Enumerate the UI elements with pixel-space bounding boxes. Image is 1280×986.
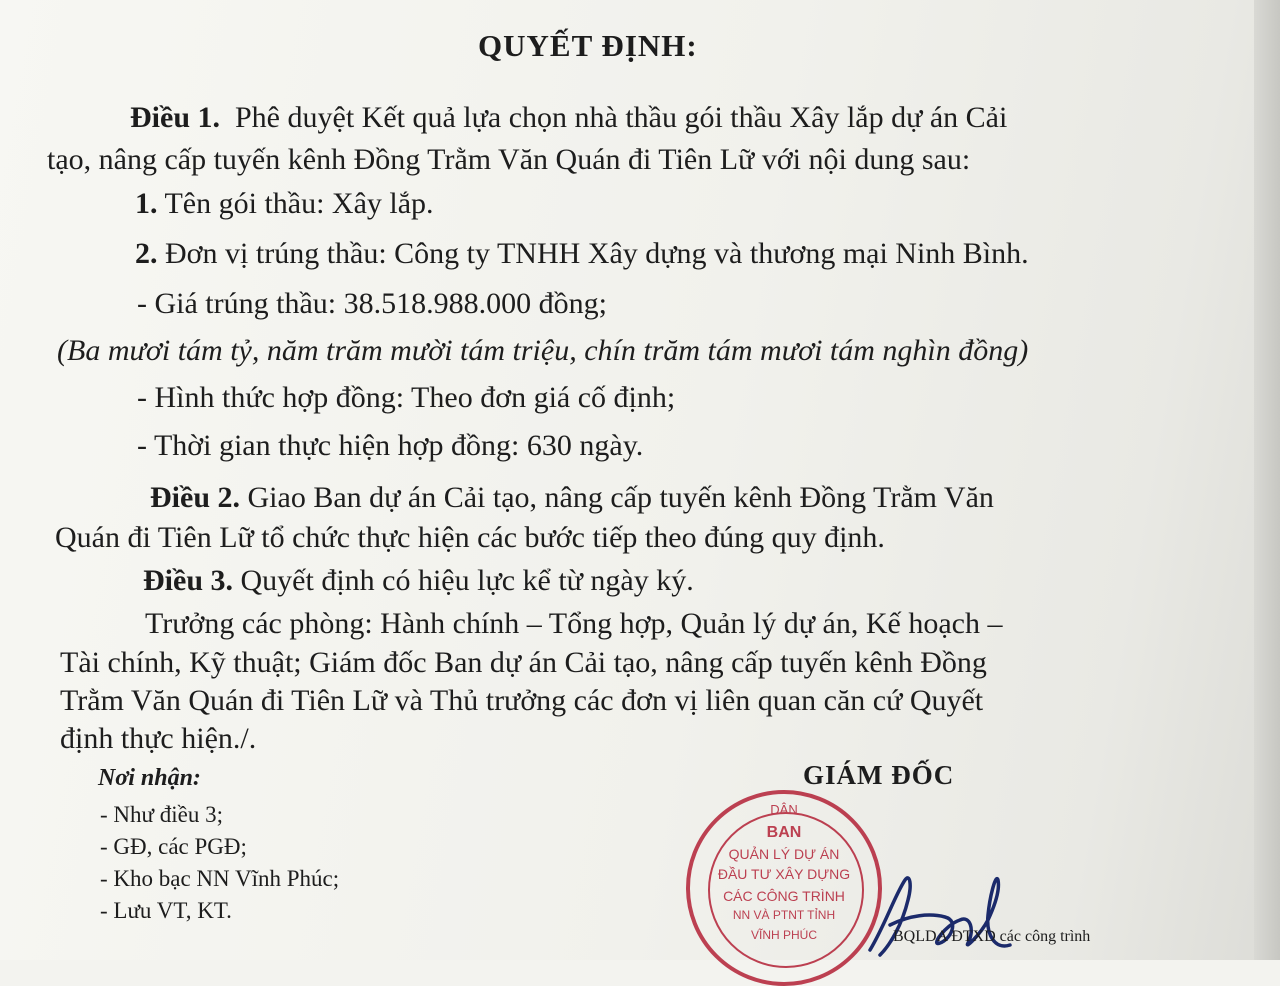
contract-duration: - Thời gian thực hiện hợp đồng: 630 ngày. [137,429,644,462]
seal-line-5: NN VÀ PTNT TỈNH [732,908,836,922]
seal-line-1: BAN [766,824,802,841]
winning-price: - Giá trúng thầu: 38.518.988.000 đồng; [137,287,607,320]
article-3-label: Điều 3. [143,564,233,597]
seal-line-3: ĐẦU TƯ XÂY DỰNG [717,866,851,882]
closing-line-3: Trằm Văn Quán đi Tiên Lữ và Thủ trưởng các đơn vị liên quan căn cứ Quyết [60,684,984,717]
article-1-text-b: tạo, nâng cấp tuyến kênh Đồng Trằm Văn Quán đi Tiên Lữ với nội dung sau: [47,143,971,176]
article-1-text-a: Phê duyệt Kết quả lựa chọn nhà thầu gói thầu Xây lắp dự án Cải [235,101,1008,134]
recipient-4: - Lưu VT, KT. [100,898,232,923]
closing-line-1: Trưởng các phòng: Hành chính – Tổng hợp, Quản lý dự án, Kế hoạch – [145,607,1003,640]
winning-price-in-words: (Ba mươi tám tỷ, năm trăm mười tám triệu, chín trăm tám mươi tám nghìn đồng) [57,334,1029,367]
article-2-line-1 [150,480,994,516]
contract-form: - Hình thức hợp đồng: Theo đơn giá cố định; [137,381,676,414]
item-1-label: 1. [135,187,158,220]
item-1-text: Tên gói thầu: Xây lắp. [164,187,434,220]
article-2-text-b: Quán đi Tiên Lữ tổ chức thực hiện các bước tiếp theo đúng quy định. [55,521,885,554]
item-2-text: Đơn vị trúng thầu: Công ty TNHH Xây dựng và thương mại Ninh Bình. [165,237,1029,270]
item-1 [135,186,434,222]
seal-line-4: CÁC CÔNG TRÌNH [723,888,845,904]
article-3 [143,563,694,599]
seal-line-2: QUẢN LÝ DỰ ÁN [728,846,840,862]
closing-line-2: Tài chính, Kỹ thuật; Giám đốc Ban dự án Cải tạo, nâng cấp tuyến kênh Đồng [60,646,987,679]
article-1-line-1 [130,100,1007,136]
document-title: QUYẾT ĐỊNH: [478,28,698,63]
article-1-label: Điều 1. [130,101,220,134]
article-3-text: Quyết định có hiệu lực kể từ ngày ký. [240,564,694,597]
recipients-title: Nơi nhận: [98,765,201,791]
seal-top-text: DÂN [770,802,798,817]
signature-footnote: BQLDA ĐTXD các công trình [893,928,1091,945]
page-edge [1254,0,1280,960]
item-2-label: 2. [135,237,158,270]
closing-line-4: định thực hiện./. [60,722,257,755]
article-2-label: Điều 2. [150,481,240,514]
article-2-text-a: Giao Ban dự án Cải tạo, nâng cấp tuyến kênh Đồng Trằm Văn [247,481,994,514]
item-2 [135,236,1029,272]
seal-line-6: VĨNH PHÚC [750,928,817,942]
recipient-3: - Kho bạc NN Vĩnh Phúc; [100,866,340,891]
recipient-2: - GĐ, các PGĐ; [100,834,247,859]
handwritten-signature [850,855,1030,965]
signatory-title: GIÁM ĐỐC [803,760,955,790]
recipient-1: - Như điều 3; [100,802,223,827]
